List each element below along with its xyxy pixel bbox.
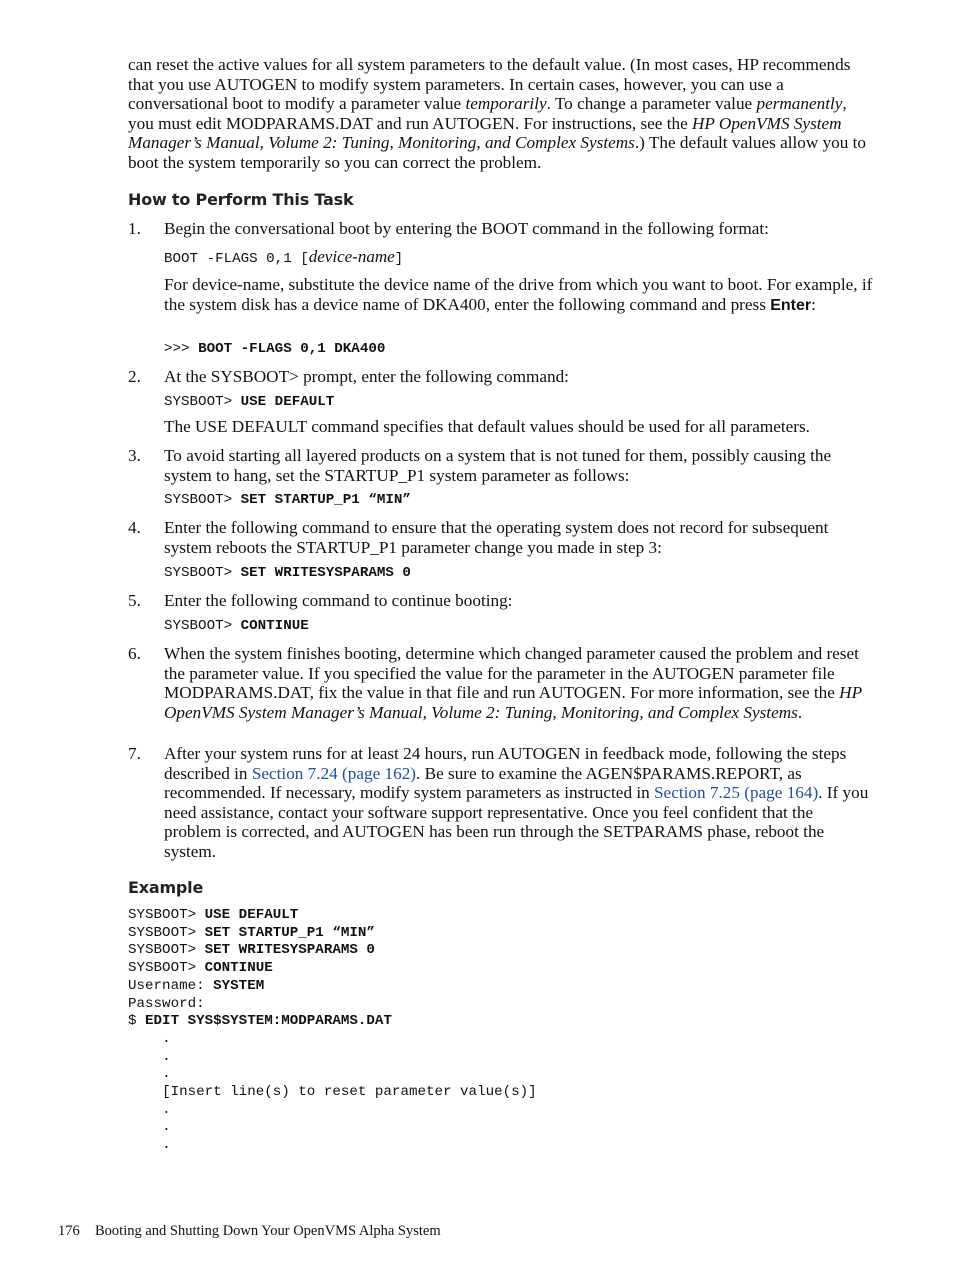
section-7-25-link[interactable]: Section 7.25 (page 164) — [654, 783, 819, 803]
prompt: SYSBOOT> — [164, 565, 241, 581]
step-text: Enter the following command to ensure that the operating system does not record for subsequent system reboots the STARTUP_P1 parameter change you made in step 3: — [164, 518, 829, 557]
example-heading: Example — [128, 878, 204, 897]
intro-emphasis-permanently: permanently — [756, 94, 843, 114]
intro-emphasis-temporarily: temporarily — [465, 94, 547, 114]
page-footer — [58, 1222, 441, 1240]
step-4-command — [164, 565, 411, 583]
example-line — [128, 996, 205, 1012]
step-number: 7. — [128, 744, 141, 763]
prompt: SYSBOOT> — [128, 924, 205, 941]
enter-key-label: Enter — [770, 296, 812, 314]
step-text — [164, 644, 873, 722]
prompt: SYSBOOT> — [164, 394, 241, 410]
step-2-note: The USE DEFAULT command specifies that default values should be used for all parameters. — [164, 417, 810, 436]
step-text: To avoid starting all layered products on a system that is not tuned for them, possibly causing the system to hang, set the STARTUP_P1 system parameter as follows: — [164, 446, 832, 485]
ellipsis-dot: . — [162, 1030, 171, 1047]
prompt: SYSBOOT> — [128, 960, 205, 977]
command: EDIT SYS$SYSTEM:MODPARAMS.DAT — [145, 1013, 392, 1030]
ellipsis-dot: . — [162, 1137, 171, 1154]
intro-text: can reset the active values for all system parameters to the default value. (In most cases, HP recommends that you use AUTOGEN to modify system parameters. In certain cases, however, you can use a conversational boot to modify a parameter value — [128, 55, 851, 114]
command: SET STARTUP_P1 “MIN” — [204, 924, 375, 941]
prompt: SYSBOOT> — [164, 492, 241, 508]
step-number: 4. — [128, 518, 141, 537]
command: SET WRITESYSPARAMS 0 — [204, 942, 375, 959]
step-text-part: When the system finishes booting, determine which changed parameter caused the problem and reset the parameter value. If you specified the value for the parameter in the AUTOGEN parameter file MODPARAMS.DAT, fix the value in that file and run AUTOGEN. For more information, see the — [164, 644, 859, 703]
intro-text: , you must edit MODPARAMS.DAT and run AUTOGEN. For instructions, see the — [128, 94, 847, 133]
prompt: Password: — [128, 995, 205, 1012]
running-footer-title: Booting and Shutting Down Your OpenVMS Alpha System — [95, 1223, 441, 1239]
step-text — [164, 744, 873, 862]
step-5-command — [164, 618, 309, 636]
ellipsis-dot: . — [162, 1048, 171, 1065]
command: CONTINUE — [240, 618, 309, 634]
step-text: Begin the conversational boot by entering the BOOT command in the following format: — [164, 219, 769, 238]
intro-book-title: HP OpenVMS System Manager’s Manual, Volume 2: Tuning, Monitoring, and Complex Systems — [128, 113, 842, 153]
intro-text: .) The default values allow you to boot the system temporarily so you can correct the problem. — [128, 133, 867, 172]
step-text: Enter the following command to continue booting: — [164, 591, 513, 610]
command: USE DEFAULT — [240, 394, 335, 410]
command: SET WRITESYSPARAMS 0 — [240, 565, 411, 581]
step-number: 6. — [128, 644, 141, 663]
prompt: >>> — [164, 341, 199, 357]
prompt: Username: — [128, 977, 214, 994]
example-line — [128, 925, 375, 941]
step-text-part: . — [797, 702, 803, 722]
page-number: 176 — [58, 1223, 80, 1239]
step-number: 5. — [128, 591, 141, 610]
book-title: HP OpenVMS System Manager’s Manual, Volume 2: Tuning, Monitoring, and Complex Systems — [164, 683, 862, 722]
command: CONTINUE — [204, 960, 273, 977]
example-line — [128, 907, 298, 923]
step-text: At the SYSBOOT> prompt, enter the following command: — [164, 367, 569, 386]
syntax-placeholder: device-name — [308, 247, 395, 266]
command: SYSTEM — [213, 977, 265, 994]
example-line — [128, 1013, 392, 1029]
example-line — [128, 960, 273, 976]
step-1-command — [164, 341, 385, 359]
insert-placeholder: [Insert line(s) to reset parameter value(s)] — [162, 1084, 537, 1101]
step-3-command — [164, 492, 411, 510]
syntax-text: ] — [394, 251, 404, 267]
example-code-block — [128, 907, 537, 1155]
ellipsis-dot: . — [162, 1066, 171, 1083]
step-number: 2. — [128, 367, 141, 386]
command: BOOT -FLAGS 0,1 DKA400 — [198, 341, 386, 357]
syntax-text: BOOT -FLAGS 0,1 [ — [164, 251, 309, 267]
prompt: SYSBOOT> — [128, 907, 205, 923]
note-text: For device-name, substitute the device name of the drive from which you want to boot. For example, if the system disk has a device name of DKA400, enter the following command and press — [164, 275, 873, 314]
example-line — [128, 942, 375, 958]
intro-text: . To change a parameter value — [546, 94, 757, 114]
ellipsis-dot: . — [162, 1101, 171, 1118]
step-1-syntax — [164, 248, 403, 269]
ellipsis-dot: . — [162, 1119, 171, 1136]
section-7-24-link[interactable]: Section 7.24 (page 162) — [251, 763, 417, 783]
prompt: $ — [128, 1013, 146, 1030]
task-heading: How to Perform This Task — [128, 190, 354, 209]
step-text-part: After your system runs for at least 24 hours, run AUTOGEN in feedback mode, following the steps described in — [164, 744, 847, 783]
step-text-part: . If you need assistance, contact your software support representative. Once you feel confident that the problem is corrected, and AUTOGEN has been run through the SETPARAMS phase, reboot the system. — [164, 783, 869, 861]
step-text-part: . Be sure to examine the AGEN$PARAMS.REPORT, as recommended. If necessary, modify system parameters as instructed in — [164, 763, 802, 803]
example-line — [128, 978, 264, 994]
command: SET STARTUP_P1 “MIN” — [240, 492, 411, 508]
intro-paragraph — [128, 55, 873, 173]
prompt: SYSBOOT> — [128, 942, 205, 959]
step-number: 1. — [128, 219, 141, 238]
note-text: : — [811, 294, 816, 314]
step-2-command — [164, 394, 334, 412]
step-number: 3. — [128, 446, 141, 465]
command: USE DEFAULT — [204, 907, 299, 923]
step-1-note — [164, 275, 873, 315]
prompt: SYSBOOT> — [164, 618, 241, 634]
